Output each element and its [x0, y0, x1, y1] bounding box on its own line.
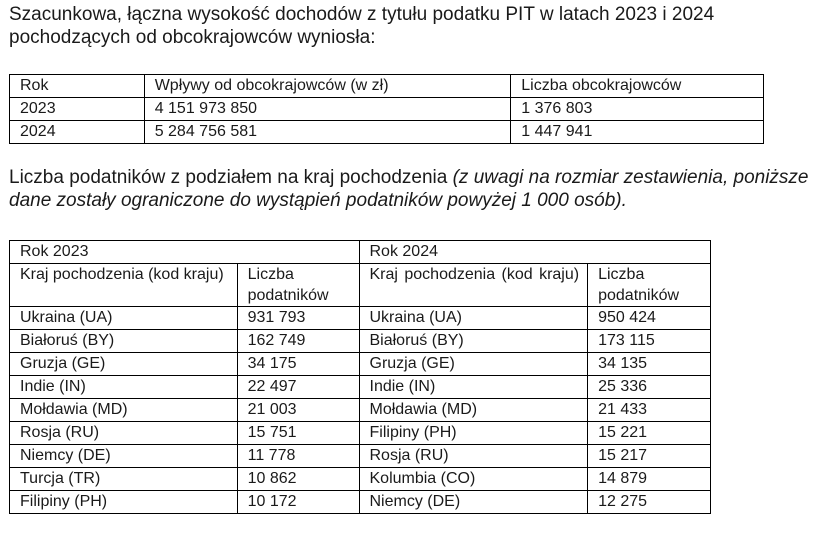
country-2023: Gruzja (GE) [10, 353, 238, 376]
heading-main: Liczba podatników z podziałem na kraj pochodzenia [9, 167, 448, 188]
cell-year: 2023 [10, 98, 145, 121]
income-table [9, 74, 764, 144]
count-2023: 15 751 [237, 422, 359, 445]
country-2024: Białoruś (BY) [359, 330, 588, 353]
table-row [10, 445, 711, 468]
table-row [10, 307, 711, 330]
country-2024: Mołdawia (MD) [359, 399, 588, 422]
cell-count: 1 376 803 [511, 98, 764, 121]
count-2024: 14 879 [588, 468, 711, 491]
heading-note: (z uwagi na rozmiar zestawienia, poniższe dane zostały ograniczone do wystąpień podatników powyżej 1 000 osób). [9, 167, 809, 211]
column-header-row [10, 264, 711, 307]
col-country-2024: Kraj pochodzenia (kod kraju) [359, 264, 588, 307]
country-2023: Turcja (TR) [10, 468, 238, 491]
country-2023: Białoruś (BY) [10, 330, 238, 353]
count-2024: 21 433 [588, 399, 711, 422]
country-2023: Rosja (RU) [10, 422, 238, 445]
table-row [10, 353, 711, 376]
count-2023: 34 175 [237, 353, 359, 376]
table-row [10, 399, 711, 422]
table-row [10, 491, 711, 514]
count-2024: 15 217 [588, 445, 711, 468]
country-table [9, 240, 711, 514]
count-2023: 10 862 [237, 468, 359, 491]
cell-count: 1 447 941 [511, 121, 764, 144]
count-2024: 173 115 [588, 330, 711, 353]
table-row [10, 98, 764, 121]
cell-income: 5 284 756 581 [144, 121, 511, 144]
country-2023: Indie (IN) [10, 376, 238, 399]
table-row [10, 422, 711, 445]
count-2024: 15 221 [588, 422, 711, 445]
header-year: Rok [10, 75, 145, 98]
country-2024: Niemcy (DE) [359, 491, 588, 514]
year-2023-label: Rok 2023 [10, 241, 360, 264]
count-2023: 11 778 [237, 445, 359, 468]
country-2023: Mołdawia (MD) [10, 399, 238, 422]
col-country-2023: Kraj pochodzenia (kod kraju) [10, 264, 238, 307]
intro-text: Szacunkowa, łączna wysokość dochodów z tytułu podatku PIT w latach 2023 i 2024 pochodzących od obcokrajowców wyniosła: [9, 4, 715, 48]
cell-year: 2024 [10, 121, 145, 144]
count-2024: 34 135 [588, 353, 711, 376]
cell-income: 4 151 973 850 [144, 98, 511, 121]
count-2024: 950 424 [588, 307, 711, 330]
header-income: Wpływy od obcokrajowców (w zł) [144, 75, 511, 98]
income-table-header [10, 75, 764, 98]
country-rows [10, 307, 711, 514]
country-2023: Filipiny (PH) [10, 491, 238, 514]
count-2024: 25 336 [588, 376, 711, 399]
col-count-2024: Liczba podatników [588, 264, 711, 307]
count-2024: 12 275 [588, 491, 711, 514]
count-2023: 931 793 [237, 307, 359, 330]
country-2024: Ukraina (UA) [359, 307, 588, 330]
header-count: Liczba obcokrajowców [511, 75, 764, 98]
count-2023: 10 172 [237, 491, 359, 514]
count-2023: 22 497 [237, 376, 359, 399]
country-2024: Gruzja (GE) [359, 353, 588, 376]
country-2023: Niemcy (DE) [10, 445, 238, 468]
country-2023: Ukraina (UA) [10, 307, 238, 330]
country-2024: Kolumbia (CO) [359, 468, 588, 491]
section-heading [9, 166, 809, 212]
table-row [10, 121, 764, 144]
count-2023: 162 749 [237, 330, 359, 353]
count-2023: 21 003 [237, 399, 359, 422]
table-row [10, 468, 711, 491]
year-header-row [10, 241, 711, 264]
col-count-2023: Liczba podatników [237, 264, 359, 307]
table-row [10, 376, 711, 399]
year-2024-label: Rok 2024 [359, 241, 711, 264]
country-2024: Indie (IN) [359, 376, 588, 399]
country-2024: Filipiny (PH) [359, 422, 588, 445]
country-2024: Rosja (RU) [359, 445, 588, 468]
table-row [10, 330, 711, 353]
